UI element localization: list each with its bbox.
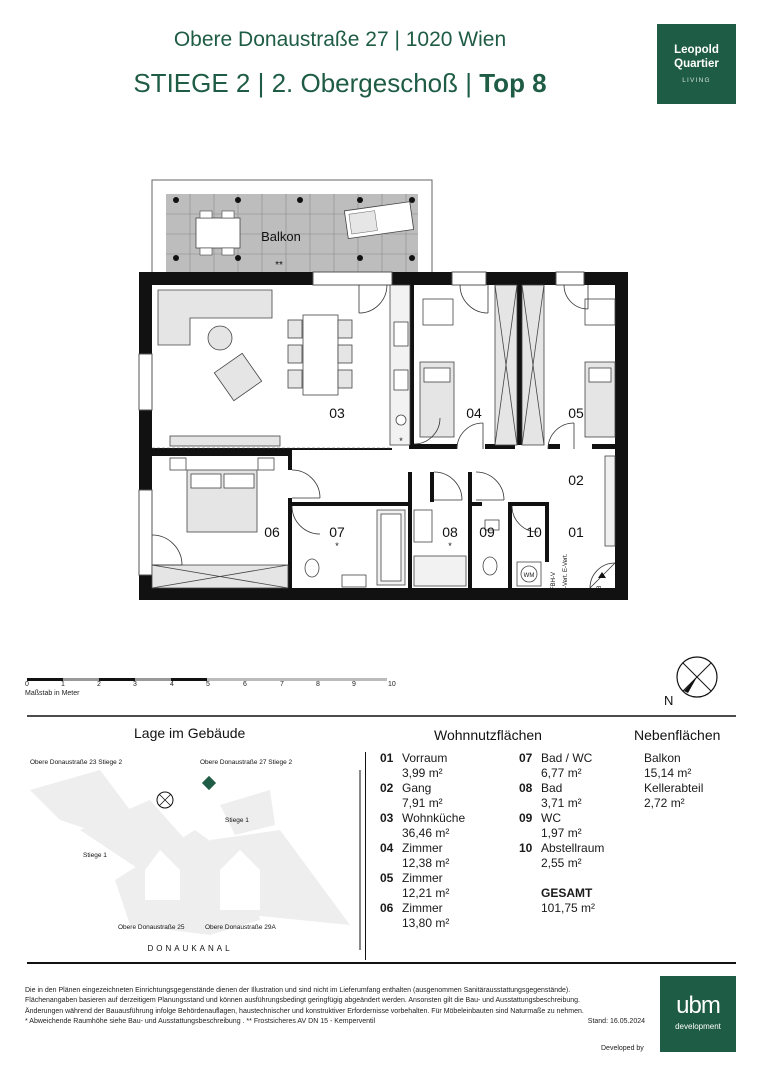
logo-line-1: Leopold	[674, 44, 719, 56]
map-label-f: Obere Donaustraße 29A	[205, 924, 276, 931]
compass-icon	[677, 657, 717, 697]
wohn-title: Wohnnutzflächen	[434, 727, 542, 743]
bath-fixtures	[305, 510, 541, 587]
room-label-03: 03	[329, 405, 345, 421]
unit-top: Top 8	[479, 68, 547, 98]
total-label: GESAMT	[541, 886, 593, 900]
neben-list: Balkon 15,14 m² Kellerabteil 2,72 m²	[644, 751, 704, 810]
site-compass-icon	[157, 792, 173, 808]
room-label-06: 06	[264, 524, 280, 540]
area-row: 03 Wohnküche	[380, 811, 466, 825]
unit-marker	[202, 776, 216, 790]
map-label-b: Obere Donaustraße 27 Stiege 2	[200, 759, 293, 766]
svg-text:*: *	[399, 436, 403, 446]
stand-date: Stand: 16.05.2024	[587, 1017, 645, 1025]
map-label-c: Stiege 1	[225, 817, 249, 824]
map-label-d: Stiege 1	[83, 852, 107, 859]
area-row: 09 WC	[519, 811, 561, 825]
balcony-label: Balkon	[261, 229, 301, 244]
total-area: 101,75 m²	[541, 901, 596, 915]
lage-title: Lage im Gebäude	[134, 725, 246, 741]
area-row: 02 Gang	[380, 781, 432, 795]
address-heading: Obere Donaustraße 27 | 1020 Wien	[173, 28, 507, 51]
wohn-col-2: 07 Bad / WC 6,77 m² 08 Bad 3,71 m² 09 WC 1,97 m² 10 Abstellraum 2,55 m² GESAMT 101,75 m²	[519, 751, 629, 916]
wm-label: WM	[523, 573, 535, 579]
logo-line-2: Quartier	[674, 58, 719, 70]
compass-label: N	[664, 693, 674, 708]
neben-title: Nebenflächen	[634, 727, 721, 743]
room-label-10: 10	[526, 524, 542, 540]
room-label-04: 04	[466, 405, 482, 421]
building-footprints	[30, 770, 350, 935]
room-label-07: 07	[329, 524, 345, 540]
ubm-logo: ubm development	[660, 976, 736, 1052]
area-row: 08 Bad	[519, 781, 563, 795]
wohn-col-1: 01 Vorraum 3,99 m² 02 Gang 7,91 m² 03 Wohnküche 36,46 m² 04 Zimmer 12,38 m² 05 Zimmer 12,21 m² 06 Zimmer 13,80 m²	[380, 751, 510, 931]
balcony	[152, 180, 432, 275]
site-map	[20, 750, 365, 955]
unit-prefix: STIEGE 2 | 2. Obergeschoß |	[133, 68, 472, 98]
fbh-label: FBH-V	[551, 572, 557, 590]
area-row: 04 Zimmer	[380, 841, 443, 855]
area-row: 01 Vorraum	[380, 751, 448, 765]
door-number: 2/8	[597, 585, 603, 594]
balcony-mark: **	[275, 260, 283, 271]
footer-notes: Die in den Plänen eingezeichneten Einrichtungsgegenstände dienen der Illustration und sind nicht im Lieferumfang enthalten (ausgenommen Sanitärausstattungsgegenstände). Flächenangaben basieren auf derzeitigem Planungsstand und können ausführungsbedingt geringfügig abgeändert werden. Ansonsten gilt die Bau- und Ausstattungsbeschreibung. Änderungen während der Bauausführung infolge Behördenauflagen, haustechnischer und konstruktiver Erfordernisse vorbehalten. Für Möbeleinbauten sind Naturmaße zu nehmen. * Abweichende Raumhöhe siehe Bau- und Ausstattungsbeschreibung . ** Frostsicheres AV DN 15 - Kemperventil Stand: 16.05.2024	[25, 986, 645, 1027]
room-label-01: 01	[568, 524, 584, 540]
scale-ticks: 0 1 2 3 4 5 6 7 8 9 10	[25, 681, 396, 688]
area-row: 06 Zimmer	[380, 901, 443, 915]
area-row: 10 Abstellraum	[519, 841, 605, 855]
room-label-02: 02	[568, 472, 584, 488]
svg-text:*: *	[448, 541, 452, 551]
room-label-08: 08	[442, 524, 458, 540]
area-row: 05 Zimmer	[380, 871, 443, 885]
map-label-e: Obere Donaustraße 25	[118, 924, 185, 931]
map-label-a: Obere Donaustraße 23 Stiege 2	[30, 759, 123, 766]
map-label-g: DONAUKANAL	[147, 944, 233, 953]
scale-label: Maßstab in Meter	[25, 690, 80, 697]
svg-text:*: *	[335, 541, 339, 551]
logo-line-3: LIVING	[682, 77, 711, 84]
room-label-09: 09	[479, 524, 495, 540]
developed-by: Developed by	[601, 1045, 644, 1052]
area-row: 07 Bad / WC	[519, 751, 593, 765]
evert-label: E-Vert. E-Vert.	[563, 553, 569, 592]
living-furniture	[158, 285, 410, 446]
room-label-05: 05	[568, 405, 584, 421]
